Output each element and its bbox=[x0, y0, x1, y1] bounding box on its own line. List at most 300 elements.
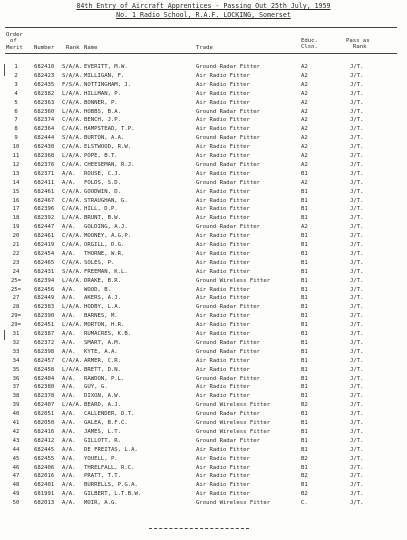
number-cell: 682404 bbox=[34, 375, 55, 382]
document-subtitle: No. 1 Radio School, R.A.F. LOCKING, Somerset bbox=[116, 11, 291, 19]
order-cell: 50 bbox=[12, 500, 20, 507]
number-cell: 682371 bbox=[34, 170, 55, 177]
pass-rank-cell: J/T. bbox=[350, 322, 364, 329]
rank-cell: A/A. bbox=[62, 411, 76, 418]
table-row bbox=[0, 410, 407, 419]
number-cell: 682465 bbox=[34, 259, 55, 266]
table-row bbox=[0, 490, 407, 499]
rank-cell: A/A. bbox=[62, 295, 76, 302]
name-cell: DRAKE, B.R. bbox=[84, 277, 122, 284]
rank-cell: C/A/A. bbox=[62, 126, 83, 133]
trade-cell: Air Radio Fitter bbox=[196, 384, 250, 391]
table-row bbox=[0, 375, 407, 384]
table-row bbox=[0, 161, 407, 170]
table-row bbox=[0, 223, 407, 232]
edu-cell: B1 bbox=[301, 348, 308, 355]
trade-cell: Air Radio Fitter bbox=[196, 268, 250, 275]
rank-cell: C/A/A. bbox=[62, 144, 83, 151]
table-row bbox=[0, 81, 407, 90]
rank-cell: A/A. bbox=[62, 313, 76, 320]
order-cell: 49 bbox=[12, 491, 20, 498]
table-row bbox=[0, 286, 407, 295]
trade-cell: Air Radio Fitter bbox=[196, 215, 250, 222]
edu-cell: B1 bbox=[301, 170, 308, 177]
edu-cell: B1 bbox=[301, 295, 308, 302]
number-cell: 682431 bbox=[34, 268, 55, 275]
edu-cell: B1 bbox=[301, 446, 308, 453]
trade-cell: Ground Radar Fitter bbox=[196, 224, 260, 231]
edu-cell: A2 bbox=[301, 126, 308, 133]
rank-cell: A/A. bbox=[62, 179, 76, 186]
name-cell: RAWDON, P.L. bbox=[84, 375, 125, 382]
trade-cell: Ground Radar Fitter bbox=[196, 411, 260, 418]
table-row bbox=[0, 108, 407, 117]
trade-cell: Ground Radar Fitter bbox=[196, 108, 260, 115]
trade-cell: Air Radio Fitter bbox=[196, 197, 250, 204]
trade-cell: Air Radio Fitter bbox=[196, 295, 250, 302]
trade-cell: Air Radio Fitter bbox=[196, 206, 250, 213]
edu-cell: A2 bbox=[301, 224, 308, 231]
trade-cell: Air Radio Fitter bbox=[196, 491, 250, 498]
number-cell: 682401 bbox=[34, 482, 55, 489]
name-cell: MORTON, H.R. bbox=[84, 322, 125, 329]
number-cell: 682435 bbox=[34, 81, 55, 88]
name-cell: BURRELLS, P.G.A. bbox=[84, 482, 138, 489]
trade-cell: Air Radio Fitter bbox=[196, 446, 250, 453]
order-cell: 23 bbox=[12, 259, 20, 266]
number-cell: 682387 bbox=[34, 331, 55, 337]
number-cell: 682394 bbox=[34, 277, 55, 284]
pass-rank-cell: J/T. bbox=[350, 428, 364, 435]
trade-cell: Air Radio Fitter bbox=[196, 90, 250, 97]
order-cell: 10 bbox=[12, 144, 20, 151]
trade-cell: Ground Radar Fitter bbox=[196, 64, 260, 70]
name-cell: GILLOTT, R. bbox=[84, 437, 122, 444]
pass-rank-cell: J/T. bbox=[350, 81, 364, 88]
number-cell: 682447 bbox=[34, 224, 55, 231]
trade-cell: Air Radio Fitter bbox=[196, 331, 250, 337]
table-row bbox=[0, 197, 407, 206]
edu-cell: A2 bbox=[301, 179, 308, 186]
table-row bbox=[0, 205, 407, 214]
order-cell: 33 bbox=[12, 348, 20, 355]
name-cell: AKERS, A.J. bbox=[84, 295, 122, 302]
number-cell: 682050 bbox=[34, 420, 55, 426]
number-cell: 682430 bbox=[34, 144, 55, 151]
table-row bbox=[0, 116, 407, 125]
name-cell: GILBERT, L.T.B.W. bbox=[84, 491, 142, 498]
rank-cell: L/A/A. bbox=[62, 108, 83, 115]
number-cell: 682423 bbox=[34, 72, 55, 79]
order-cell: 19 bbox=[12, 224, 20, 231]
rank-cell: A/A. bbox=[62, 500, 76, 507]
table-row bbox=[0, 125, 407, 134]
rank-cell: A/A. bbox=[62, 348, 76, 355]
rank-cell: A/A. bbox=[62, 455, 76, 462]
edu-cell: B1 bbox=[301, 393, 308, 400]
rank-cell: C/A/A. bbox=[62, 357, 83, 364]
pass-rank-cell: J/T. bbox=[350, 126, 364, 133]
pass-rank-cell: J/T. bbox=[350, 339, 364, 346]
order-cell: 42 bbox=[12, 428, 20, 435]
rank-cell: L/A/A. bbox=[62, 366, 83, 373]
trade-cell: Air Radio Fitter bbox=[196, 366, 250, 373]
number-cell: 682390 bbox=[34, 313, 55, 320]
pass-rank-cell: J/T. bbox=[350, 64, 364, 70]
rank-cell: A/A. bbox=[62, 420, 76, 426]
top-rule bbox=[5, 27, 397, 28]
name-cell: ROUSE, C.J. bbox=[84, 170, 122, 177]
pass-rank-cell: J/T. bbox=[350, 108, 364, 115]
pass-rank-cell: J/T. bbox=[350, 90, 364, 97]
rank-cell: L/A/A. bbox=[62, 277, 83, 284]
rank-cell: C/A/A. bbox=[62, 188, 83, 195]
pass-rank-cell: J/T. bbox=[350, 135, 364, 142]
rank-cell: A/A. bbox=[62, 331, 76, 337]
table-row bbox=[0, 464, 407, 473]
edu-cell: A2 bbox=[301, 64, 308, 70]
edu-cell: B1 bbox=[301, 304, 308, 311]
rank-cell: C/A/A. bbox=[62, 206, 83, 213]
name-cell: FOLDS, S.D. bbox=[84, 179, 122, 186]
order-cell: 11 bbox=[12, 153, 20, 159]
edu-cell: B1 bbox=[301, 322, 308, 329]
number-cell: 682398 bbox=[34, 348, 55, 355]
name-cell: POPE, B.T. bbox=[84, 153, 118, 159]
edu-cell: B1 bbox=[301, 411, 308, 418]
pass-rank-cell: J/T. bbox=[350, 455, 364, 462]
order-cell: 48 bbox=[12, 482, 20, 489]
order-cell: 36 bbox=[12, 375, 20, 382]
rank-cell: A/A. bbox=[62, 286, 76, 293]
edu-cell: A2 bbox=[301, 144, 308, 151]
pass-rank-cell: J/T. bbox=[350, 366, 364, 373]
rank-cell: A/A. bbox=[62, 224, 76, 231]
order-cell: 25= bbox=[10, 286, 22, 293]
number-cell: 682412 bbox=[34, 437, 55, 444]
trade-cell: Air Radio Fitter bbox=[196, 357, 250, 364]
name-cell: BEARD, A.J. bbox=[84, 402, 122, 409]
table-row bbox=[0, 152, 407, 161]
edu-cell: B1 bbox=[301, 464, 308, 471]
rank-cell: S/A/A. bbox=[62, 64, 83, 70]
rank-cell: A/A. bbox=[62, 428, 76, 435]
name-cell: MILLIGAN, F. bbox=[84, 72, 125, 79]
pass-rank-cell: J/T. bbox=[350, 357, 364, 364]
order-cell: 2 bbox=[14, 72, 18, 79]
order-cell: 34 bbox=[12, 357, 20, 364]
table-row bbox=[0, 303, 407, 312]
rank-cell: L/A/A. bbox=[62, 304, 83, 311]
trade-cell: Ground Radar Fitter bbox=[196, 437, 260, 444]
trade-cell: Ground Radar Fitter bbox=[196, 161, 260, 168]
rank-cell: A/A. bbox=[62, 393, 76, 400]
table-row bbox=[0, 232, 407, 241]
edu-cell: C. bbox=[301, 500, 308, 507]
table-row bbox=[0, 268, 407, 277]
trade-cell: Air Radio Fitter bbox=[196, 153, 250, 159]
name-cell: BURTON, A.A. bbox=[84, 135, 125, 142]
edu-cell: B1 bbox=[301, 233, 308, 240]
table-row bbox=[0, 428, 407, 437]
name-cell: HODBY, L.A. bbox=[84, 304, 122, 311]
edu-cell: B1 bbox=[301, 313, 308, 320]
name-cell: GOLDING, A.J. bbox=[84, 224, 128, 231]
rank-cell: A/A. bbox=[62, 375, 76, 382]
col-header-number: Number bbox=[34, 45, 55, 51]
rank-cell: A/A. bbox=[62, 250, 76, 257]
number-cell: 682451 bbox=[34, 322, 55, 329]
edu-cell: B1 bbox=[301, 420, 308, 426]
number-cell: 682380 bbox=[34, 384, 55, 391]
number-cell: 682406 bbox=[34, 464, 55, 471]
order-cell: 44 bbox=[12, 446, 20, 453]
table-row bbox=[0, 143, 407, 152]
pass-rank-cell: J/T. bbox=[350, 473, 364, 480]
name-cell: HAMPSTEAD, T.P. bbox=[84, 126, 135, 133]
edu-cell: B1 bbox=[301, 482, 308, 489]
order-cell: 13 bbox=[12, 170, 20, 177]
name-cell: BARNES, M. bbox=[84, 313, 118, 320]
trade-cell: Air Radio Fitter bbox=[196, 170, 250, 177]
pass-rank-cell: J/T. bbox=[350, 259, 364, 266]
trade-cell: Ground Radar Fitter bbox=[196, 339, 260, 346]
name-cell: ORGILL, D.G. bbox=[84, 242, 125, 248]
order-cell: 29= bbox=[10, 322, 22, 329]
pass-rank-cell: J/T. bbox=[350, 420, 364, 426]
rank-cell: A/A. bbox=[62, 473, 76, 480]
number-cell: 682461 bbox=[34, 188, 55, 195]
order-cell: 17 bbox=[12, 206, 20, 213]
order-cell: 21 bbox=[12, 242, 20, 248]
order-cell: 22 bbox=[12, 250, 20, 257]
pass-rank-cell: J/T. bbox=[350, 437, 364, 444]
edu-cell: B2 bbox=[301, 455, 308, 462]
order-cell: 32 bbox=[12, 339, 20, 346]
col-header-pass: Pass as Rank bbox=[346, 38, 370, 51]
trade-cell: Air Radio Fitter bbox=[196, 99, 250, 106]
pass-rank-cell: J/T. bbox=[350, 402, 364, 409]
edu-cell: A2 bbox=[301, 72, 308, 79]
pass-rank-cell: J/T. bbox=[350, 482, 364, 489]
order-cell: 37 bbox=[12, 384, 20, 391]
edu-cell: B2 bbox=[301, 473, 308, 480]
col-header-trade: Trade bbox=[196, 45, 213, 51]
rank-cell: L/A/A. bbox=[62, 153, 83, 159]
trade-cell: Air Radio Fitter bbox=[196, 259, 250, 266]
order-cell: 12 bbox=[12, 161, 20, 168]
number-cell: 682449 bbox=[34, 295, 55, 302]
document-title: 84th Entry of Aircraft Apprentices - Passing Out 25th July, 1959 bbox=[76, 2, 331, 10]
rank-cell: F/S/A. bbox=[62, 81, 83, 88]
col-header-edu: Educ. Clsn. bbox=[301, 38, 318, 51]
order-cell: 35 bbox=[12, 366, 20, 373]
table-row bbox=[0, 330, 407, 339]
number-cell: 682368 bbox=[34, 153, 55, 159]
table-row bbox=[0, 419, 407, 428]
table-row bbox=[0, 401, 407, 410]
number-cell: 682383 bbox=[34, 304, 55, 311]
edu-cell: A2 bbox=[301, 161, 308, 168]
name-cell: ELSTWOOD, R.W. bbox=[84, 144, 132, 151]
table-row bbox=[0, 321, 407, 330]
pass-rank-cell: J/T. bbox=[350, 170, 364, 177]
name-cell: HOBBS, B.A. bbox=[84, 108, 122, 115]
order-cell: 45 bbox=[12, 455, 20, 462]
name-cell: GALEA, B.F.C. bbox=[84, 420, 128, 426]
number-cell: 682372 bbox=[34, 339, 55, 346]
rank-cell: L/A/A. bbox=[62, 90, 83, 97]
table-row bbox=[0, 357, 407, 366]
pass-rank-cell: J/T. bbox=[350, 286, 364, 293]
table-row bbox=[0, 250, 407, 259]
trade-cell: Ground Radar Fitter bbox=[196, 304, 260, 311]
order-cell: 18 bbox=[12, 215, 20, 222]
name-cell: DE FREITAS, L.A. bbox=[84, 446, 138, 453]
edu-cell: B1 bbox=[301, 268, 308, 275]
pass-rank-cell: J/T. bbox=[350, 215, 364, 222]
name-cell: STRAUGHAN, G. bbox=[84, 197, 128, 204]
table-row bbox=[0, 348, 407, 357]
number-cell: 682363 bbox=[34, 99, 55, 106]
trade-cell: Ground Radar Fitter bbox=[196, 375, 260, 382]
order-cell: 39 bbox=[12, 402, 20, 409]
number-cell: 682378 bbox=[34, 393, 55, 400]
name-cell: MOIR, A.G. bbox=[84, 500, 118, 507]
number-cell: 682374 bbox=[34, 117, 55, 124]
name-cell: MOONEY, A.G.P. bbox=[84, 233, 132, 240]
pass-rank-cell: J/T. bbox=[350, 384, 364, 391]
pass-rank-cell: J/T. bbox=[350, 277, 364, 284]
order-cell: 43 bbox=[12, 437, 20, 444]
rank-cell: C/A/A. bbox=[62, 242, 83, 248]
order-cell: 4 bbox=[14, 90, 18, 97]
trade-cell: Air Radio Fitter bbox=[196, 482, 250, 489]
name-cell: THRELFALL, R.C. bbox=[84, 464, 135, 471]
pass-rank-cell: J/T. bbox=[350, 242, 364, 248]
name-cell: SMART, A.M. bbox=[84, 339, 122, 346]
table-row bbox=[0, 499, 407, 508]
order-cell: 38 bbox=[12, 393, 20, 400]
trade-cell: Air Radio Fitter bbox=[196, 233, 250, 240]
table-row bbox=[0, 72, 407, 81]
trade-cell: Ground Wireless Fitter bbox=[196, 277, 271, 284]
order-cell: 15 bbox=[12, 188, 20, 195]
header-rule bbox=[5, 53, 397, 54]
name-cell: HILL, D.P. bbox=[84, 206, 118, 213]
number-cell: 682467 bbox=[34, 197, 55, 204]
order-cell: 27 bbox=[12, 295, 20, 302]
pass-rank-cell: J/T. bbox=[350, 491, 364, 498]
rank-cell: L/A/A. bbox=[62, 322, 83, 329]
trade-cell: Ground Wireless Fitter bbox=[196, 428, 271, 435]
number-cell: 682410 bbox=[34, 64, 55, 70]
name-cell: SOLES, P. bbox=[84, 259, 115, 266]
rank-cell: S/A/A. bbox=[62, 135, 83, 142]
edu-cell: A2 bbox=[301, 153, 308, 159]
number-cell: 682454 bbox=[34, 250, 55, 257]
trade-cell: Ground Radar Fitter bbox=[196, 348, 260, 355]
rank-cell: C/A/A. bbox=[62, 117, 83, 124]
edu-cell: A2 bbox=[301, 108, 308, 115]
pass-rank-cell: J/T. bbox=[350, 250, 364, 257]
pass-rank-cell: J/T. bbox=[350, 153, 364, 159]
name-cell: BRUNT, B.W. bbox=[84, 215, 122, 222]
trade-cell: Ground Wireless Fitter bbox=[196, 402, 271, 409]
number-cell: 682457 bbox=[34, 357, 55, 364]
order-cell: 40 bbox=[12, 411, 20, 418]
name-cell: CHEESEMAN, R.J. bbox=[84, 161, 135, 168]
edu-cell: B1 bbox=[301, 277, 308, 284]
edu-cell: B1 bbox=[301, 286, 308, 293]
trade-cell: Air Radio Fitter bbox=[196, 313, 250, 320]
rank-cell: S/A/A. bbox=[62, 72, 83, 79]
edu-cell: A2 bbox=[301, 90, 308, 97]
trade-cell: Ground Radar Fitter bbox=[196, 179, 260, 186]
edu-cell: B1 bbox=[301, 339, 308, 346]
name-cell: THORNE, W.R. bbox=[84, 250, 125, 257]
table-row bbox=[0, 383, 407, 392]
trade-cell: Air Radio Fitter bbox=[196, 72, 250, 79]
rank-cell: L/A/A. bbox=[62, 402, 83, 409]
number-cell: 682016 bbox=[34, 473, 55, 480]
trade-cell: Air Radio Fitter bbox=[196, 126, 250, 133]
table-row bbox=[0, 366, 407, 375]
trade-cell: Air Radio Fitter bbox=[196, 473, 250, 480]
rank-cell: A/A. bbox=[62, 482, 76, 489]
order-cell: 29= bbox=[10, 313, 22, 320]
order-cell: 31 bbox=[12, 331, 20, 337]
table-row bbox=[0, 294, 407, 303]
trade-cell: Air Radio Fitter bbox=[196, 117, 250, 124]
number-cell: 682013 bbox=[34, 500, 55, 507]
order-cell: 5 bbox=[14, 99, 18, 106]
order-cell: 20 bbox=[12, 233, 20, 240]
number-cell: 682411 bbox=[34, 179, 55, 186]
name-cell: DIXON, A.W. bbox=[84, 393, 122, 400]
table-row bbox=[0, 63, 407, 72]
rank-cell: C/A/A. bbox=[62, 233, 83, 240]
order-cell: 9 bbox=[14, 135, 18, 142]
table-row bbox=[0, 312, 407, 321]
edu-cell: B1 bbox=[301, 250, 308, 257]
number-cell: 682364 bbox=[34, 126, 55, 133]
pass-rank-cell: J/T. bbox=[350, 224, 364, 231]
trade-cell: Air Radio Fitter bbox=[196, 188, 250, 195]
edu-cell: A2 bbox=[301, 81, 308, 88]
table-row bbox=[0, 472, 407, 481]
number-cell: 682392 bbox=[34, 215, 55, 222]
pass-rank-cell: J/T. bbox=[350, 348, 364, 355]
order-cell: 16 bbox=[12, 197, 20, 204]
trade-cell: Air Radio Fitter bbox=[196, 250, 250, 257]
number-cell: 682051 bbox=[34, 411, 55, 418]
name-cell: KYTE, A.A. bbox=[84, 348, 118, 355]
name-cell: BRETT, D.N. bbox=[84, 366, 122, 373]
pass-rank-cell: J/T. bbox=[350, 99, 364, 106]
rank-cell: C/A/A. bbox=[62, 99, 83, 106]
rank-cell: S/A/A. bbox=[62, 268, 83, 275]
rank-cell: L/A/A. bbox=[62, 215, 83, 222]
order-cell: 28 bbox=[12, 304, 20, 311]
pass-rank-cell: J/T. bbox=[350, 197, 364, 204]
pass-rank-cell: J/T. bbox=[350, 464, 364, 471]
table-row bbox=[0, 99, 407, 108]
name-cell: ARMER, C.R. bbox=[84, 357, 122, 364]
order-cell: 6 bbox=[14, 108, 18, 115]
pass-rank-cell: J/T. bbox=[350, 117, 364, 124]
pass-rank-cell: J/T. bbox=[350, 375, 364, 382]
